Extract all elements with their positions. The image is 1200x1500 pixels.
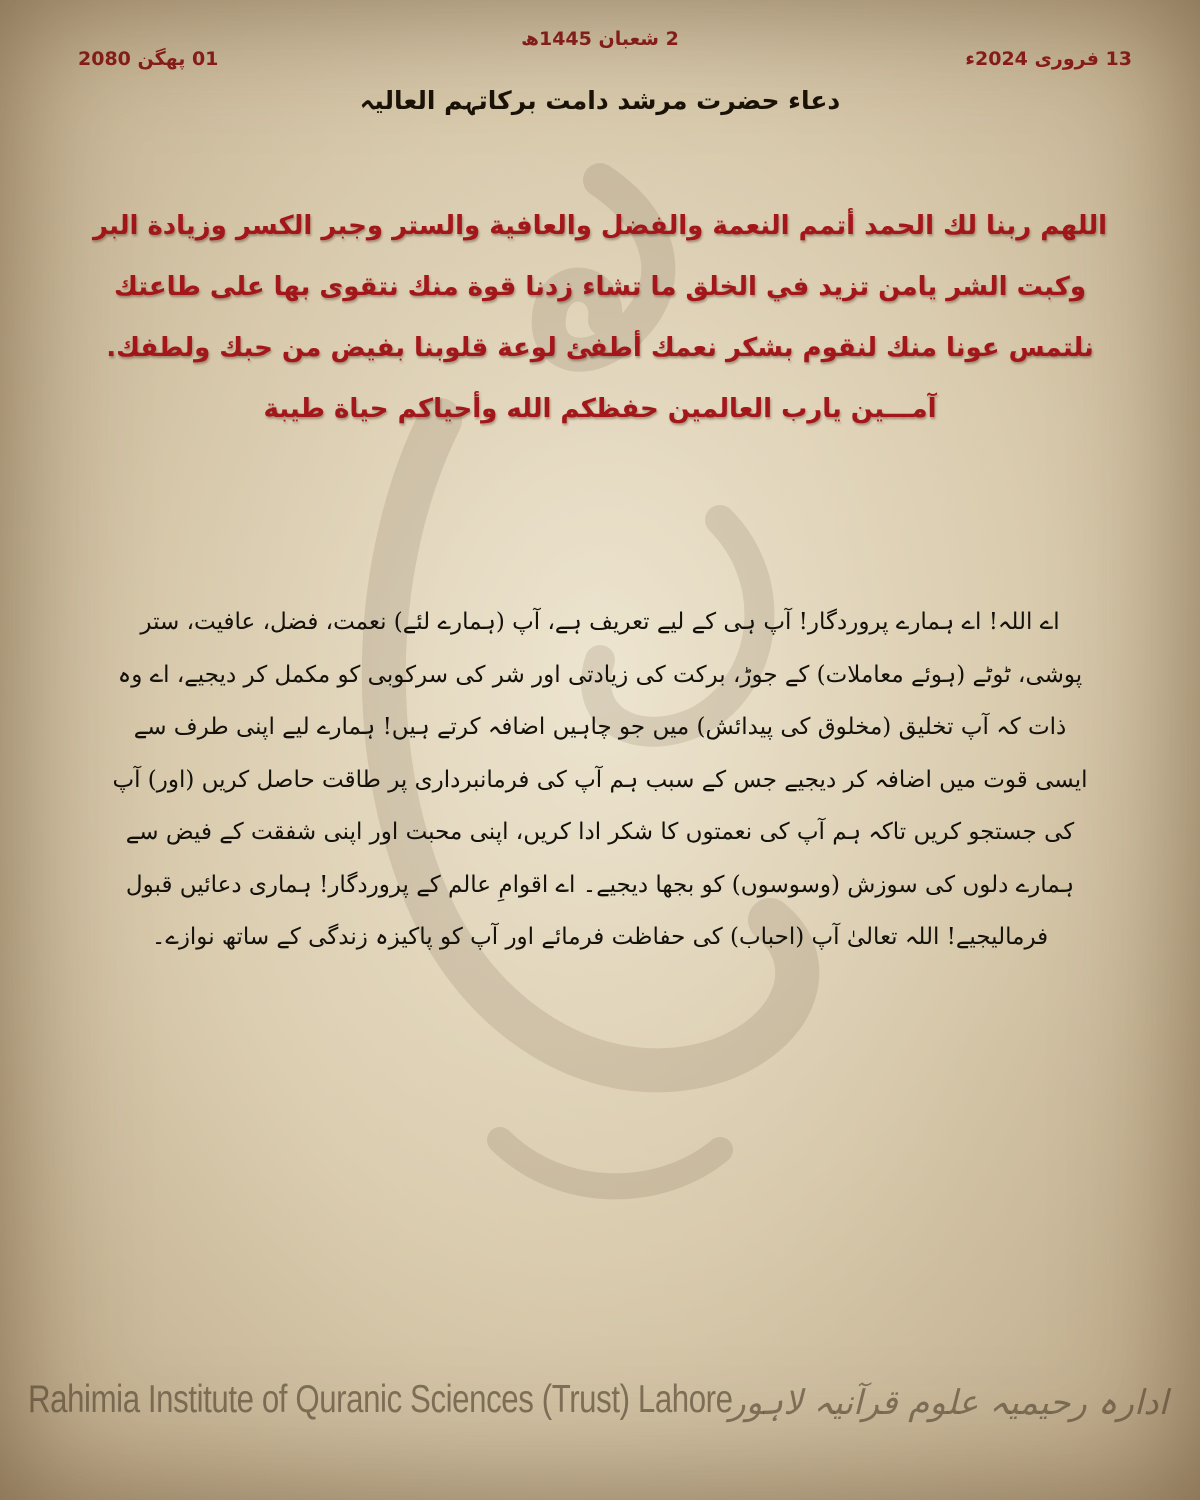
hijri-date: 2 شعبان 1445ھ xyxy=(521,28,679,50)
gregorian-date: 13 فروری 2024ء xyxy=(965,48,1132,70)
institute-name-urdu-logo: ادارہ رحیمیہ علوم قرآنیہ لاہور xyxy=(729,1383,1168,1423)
page-title: دعاء حضرت مرشد دامت برکاتہم العالیہ xyxy=(359,86,841,115)
urdu-translation: اے اللہ! اے ہمارے پروردگار! آپ ہی کے لیے تعریف ہے، آپ (ہمارے لئے) نعمت، فضل، عافیت، ستر پوشی، ٹوٹے (ہوئے معاملات) کے جوڑ، برکت کی زیادتی اور شر کی سرکوبی کو مکمل کر دیجیے، اے وہ ذات کہ آپ تخلیق (مخلوق کی پیدائش) میں جو چاہیں اضافہ کرتے ہیں! ہمارے لیے اپنی طرف سے ایسی قوت میں اضافہ کر دیجیے جس کے سبب ہم آپ کی فرمانبرداری پر طاقت حاصل کریں (اور) آپ کی جستجو کریں تاکہ ہم آپ کی نعمتوں کا شکر ادا کریں، اپنی محبت اور اپنی شفقت کے فیض سے ہمارے دلوں کی سوزش (وسوسوں) کو بجھا دیجیے۔ اے اقوامِ عالم کے پروردگار! ہماری دعائیں قبول فرمالیجیے! اللہ تعالیٰ آپ (احباب) کی حفاظت فرمائے اور آپ کو پاکیزہ زندگی کے ساتھ نوازے۔ xyxy=(112,609,1088,950)
date-row xyxy=(0,28,1200,78)
arabic-dua: اللهم ربنا لك الحمد أتمم النعمة والفضل والعافية والستر وجبر الكسر وزيادة البر وكبت الشر يامن تزيد في الخلق ما تشاء زدنا قوة منك نتقوى بها على طاعتك نلتمس عونا منك لنقوم بشكر نعمك أطفئ لوعة قلوبنا بفيض من حبك ولطفك. آمـــين يارب العالمين حفظكم الله وأحياكم حياة طيبة xyxy=(92,211,1108,424)
footer xyxy=(0,1372,1200,1452)
institute-name-english: Rahimia Institute of Quranic Sciences (Trust) Lahore xyxy=(28,1378,733,1421)
bikrami-date: 01 پھگن 2080 xyxy=(78,48,219,70)
